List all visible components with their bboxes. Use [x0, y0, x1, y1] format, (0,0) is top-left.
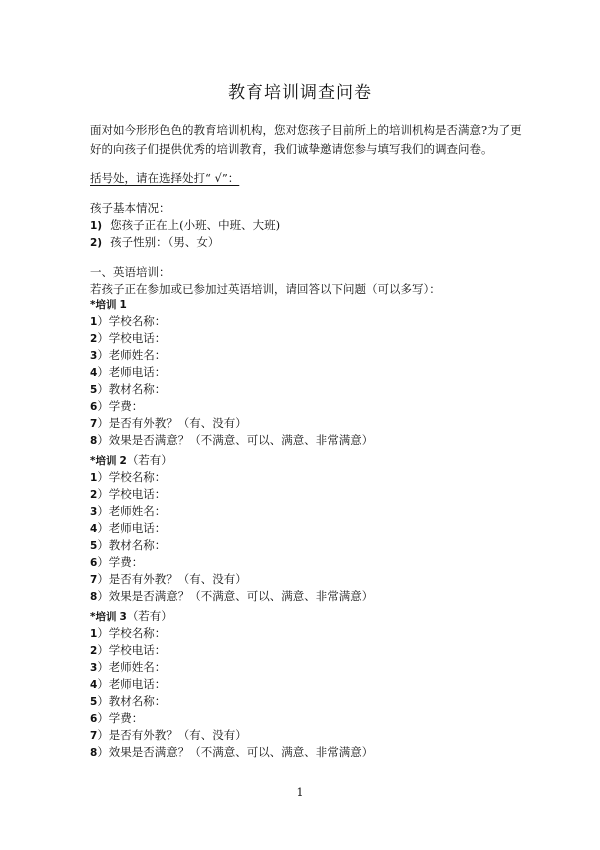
training-number: 1 — [119, 299, 127, 311]
question-number: 4 — [90, 523, 98, 535]
question-number: 7 — [90, 418, 98, 430]
question-text: ）老师姓名： — [97, 348, 167, 362]
item-number: 2) — [90, 237, 103, 249]
training-heading — [90, 452, 530, 469]
question-number: 4 — [90, 679, 98, 691]
question-text: ）老师电话： — [97, 365, 167, 379]
question-number: 3 — [90, 506, 98, 518]
question-number: 6 — [90, 401, 98, 413]
question-number: 7 — [90, 574, 98, 586]
question-number: 7 — [90, 730, 98, 742]
question-item — [90, 398, 530, 415]
basic-info-section — [90, 200, 530, 251]
question-item — [90, 347, 530, 364]
item-text: 孩子性别：（男、女） — [110, 235, 220, 249]
training-prefix: *培训 — [90, 611, 117, 623]
question-number: 2 — [90, 333, 98, 345]
training-block-2 — [90, 452, 530, 605]
question-number: 1 — [90, 316, 98, 328]
question-item — [90, 520, 530, 537]
training-block-3 — [90, 608, 530, 761]
question-text: ）学校名称： — [97, 470, 167, 484]
question-text: ）学校电话： — [97, 331, 167, 345]
training-block-1 — [90, 296, 530, 449]
english-training-section — [90, 264, 530, 298]
question-item — [90, 693, 530, 710]
question-item — [90, 588, 530, 605]
question-number: 5 — [90, 540, 98, 552]
question-item — [90, 381, 530, 398]
instruction-text: 括号处，请在选择处打“ √”： — [90, 171, 240, 185]
question-item — [90, 364, 530, 381]
training-suffix: （若有） — [126, 453, 173, 467]
question-text: ）效果是否满意？（不满意、可以、满意、非常满意） — [97, 589, 374, 603]
question-number: 5 — [90, 696, 98, 708]
question-text: ）学校电话： — [97, 643, 167, 657]
question-item — [90, 469, 530, 486]
question-number: 6 — [90, 713, 98, 725]
question-item — [90, 415, 530, 432]
question-text: ）学费： — [97, 711, 144, 725]
question-item — [90, 744, 530, 761]
intro-paragraph: 面对如今形形色色的教育培训机构，您对您孩子目前所上的培训机构是否满意?为了更好的向孩子们提供优秀的培训教育，我们诚挚邀请您参与填写我们的调查问卷。 — [90, 123, 522, 156]
section-note: 若孩子正在参加或已参加过英语培训，请回答以下问题（可以多写）： — [90, 282, 441, 296]
item-number: 1) — [90, 220, 103, 232]
document-title: 教育培训调查问卷 — [228, 83, 372, 103]
page-number: 1 — [296, 786, 304, 799]
question-number: 8 — [90, 591, 98, 603]
basic-info-heading: 孩子基本情况： — [90, 201, 171, 215]
question-item — [90, 432, 530, 449]
question-number: 3 — [90, 662, 98, 674]
question-text: ）学费： — [97, 399, 144, 413]
question-number: 1 — [90, 472, 98, 484]
training-number: 2 — [119, 455, 127, 467]
question-item — [90, 554, 530, 571]
question-item — [90, 659, 530, 676]
basic-info-item — [90, 234, 530, 251]
question-item — [90, 625, 530, 642]
question-item — [90, 330, 530, 347]
training-number: 3 — [119, 611, 127, 623]
question-item — [90, 503, 530, 520]
question-text: ）教材名称： — [97, 382, 167, 396]
question-text: ）是否有外教？（有、没有） — [97, 572, 247, 586]
question-text: ）学校电话： — [97, 487, 167, 501]
question-text: ）老师电话： — [97, 677, 167, 691]
question-number: 8 — [90, 747, 98, 759]
question-text: ）效果是否满意？（不满意、可以、满意、非常满意） — [97, 433, 374, 447]
question-number: 2 — [90, 645, 98, 657]
training-heading — [90, 608, 530, 625]
section-heading: 一、英语培训： — [90, 265, 171, 279]
question-item — [90, 676, 530, 693]
question-text: ）老师姓名： — [97, 660, 167, 674]
training-prefix: *培训 — [90, 299, 117, 311]
question-text: ）学校名称： — [97, 314, 167, 328]
question-item — [90, 486, 530, 503]
question-item — [90, 727, 530, 744]
question-number: 3 — [90, 350, 98, 362]
question-number: 8 — [90, 435, 98, 447]
basic-info-item — [90, 217, 530, 234]
question-item — [90, 571, 530, 588]
question-text: ）是否有外教？（有、没有） — [97, 416, 247, 430]
question-number: 2 — [90, 489, 98, 501]
question-text: ）老师姓名： — [97, 504, 167, 518]
question-text: ）教材名称： — [97, 694, 167, 708]
question-text: ）效果是否满意？（不满意、可以、满意、非常满意） — [97, 745, 374, 759]
question-number: 4 — [90, 367, 98, 379]
question-item — [90, 313, 530, 330]
training-prefix: *培训 — [90, 455, 117, 467]
question-item — [90, 710, 530, 727]
question-item — [90, 537, 530, 554]
question-text: ）学费： — [97, 555, 144, 569]
training-heading — [90, 296, 530, 313]
question-text: ）教材名称： — [97, 538, 167, 552]
question-number: 1 — [90, 628, 98, 640]
question-item — [90, 642, 530, 659]
item-text: 您孩子正在上(小班、中班、大班) — [110, 218, 281, 232]
question-number: 5 — [90, 384, 98, 396]
question-text: ）是否有外教？（有、没有） — [97, 728, 247, 742]
training-suffix: （若有） — [126, 609, 173, 623]
question-text: ）老师电话： — [97, 521, 167, 535]
question-number: 6 — [90, 557, 98, 569]
question-text: ）学校名称： — [97, 626, 167, 640]
